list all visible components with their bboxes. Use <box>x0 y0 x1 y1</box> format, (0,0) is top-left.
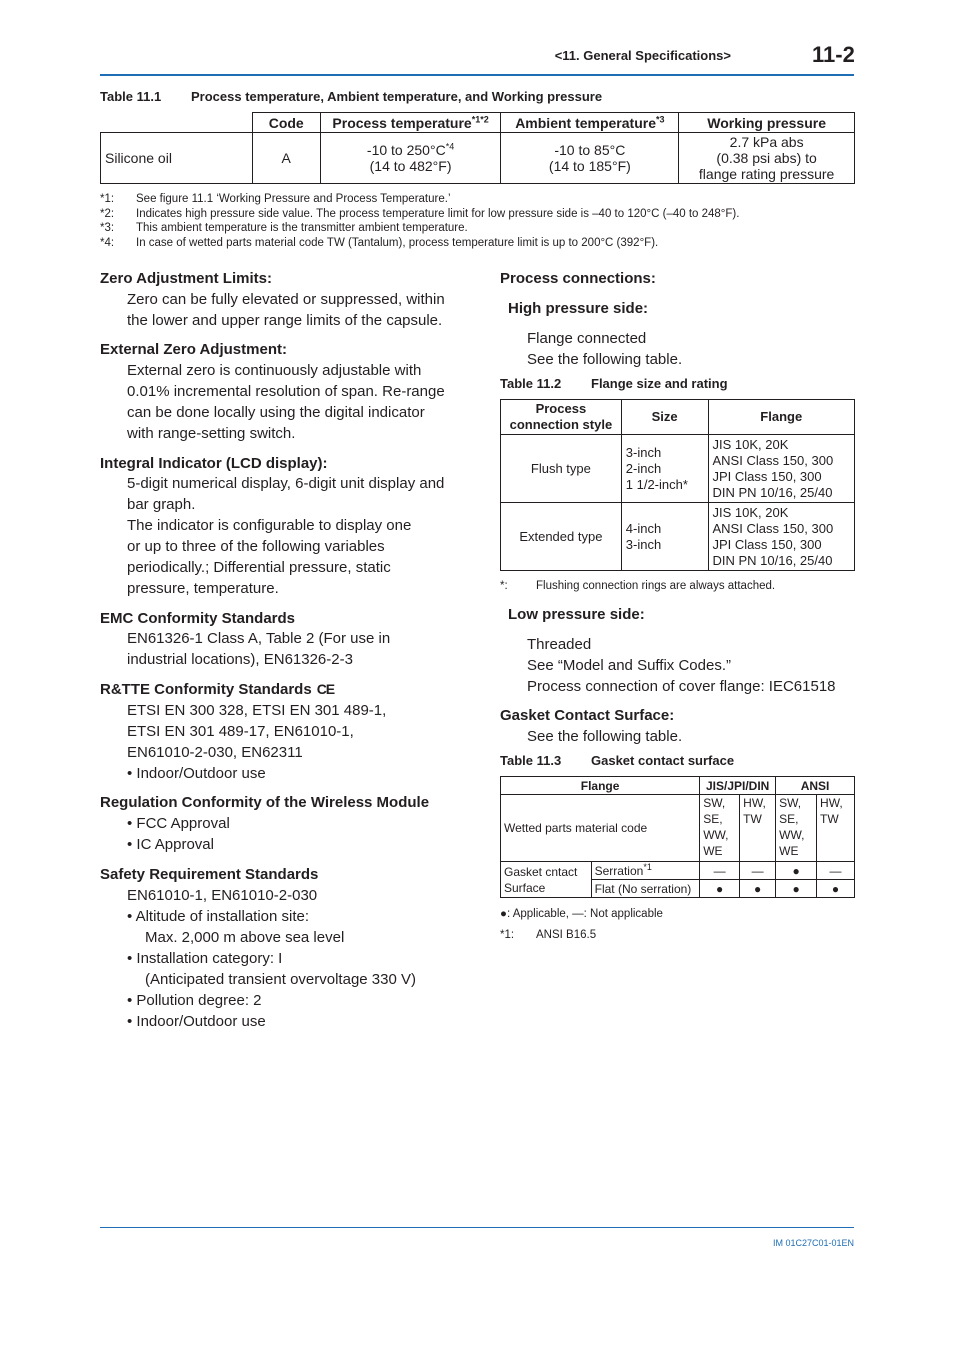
table-11-1-notes <box>100 192 739 250</box>
col-size: Size <box>621 400 708 435</box>
col-jis-jpi-din: JIS/JPI/DIN <box>700 777 776 795</box>
gasket-heading: Gasket Contact Surface: <box>500 707 675 724</box>
extended-flange-cell: JIS 10K, 20K ANSI Class 150, 300 JPI Class 150, 300 DIN PN 10/16, 25/40 <box>708 503 855 571</box>
low-pressure-heading: Low pressure side: <box>508 606 645 623</box>
row-code: A <box>252 133 320 184</box>
rtte-text: ETSI EN 300 328, ETSI EN 301 489-1, ETSI EN 301 489-17, EN61010-1, EN61010-2-030, EN62311 • Indoor/Outdoor use <box>127 702 387 782</box>
serration-val: — <box>817 862 855 880</box>
document-code: IM 01C27C01-01EN <box>772 1238 854 1248</box>
col-ansi: ANSI <box>776 777 855 795</box>
ce-mark-icon: CE <box>316 681 335 697</box>
table-11-1 <box>100 112 855 184</box>
serration-cell: Serration$^{*1}$ <box>591 862 700 880</box>
low-pressure-text: Threaded See “Model and Suffix Codes.” Process connection of cover flange: IEC61518 <box>527 636 836 695</box>
codes-ansi-hw: HW, TW <box>817 795 855 862</box>
row-fill-fluid: Silicone oil <box>101 133 253 184</box>
serration-val: — <box>740 862 776 880</box>
codes-jis-sw: SW, SE, WW, WE <box>700 795 740 862</box>
safety-heading: Safety Requirement Standards <box>100 866 319 883</box>
rtte-heading: R&TTE Conformity Standards CE <box>100 681 335 698</box>
col-code: Code <box>252 113 320 133</box>
flush-size-cell: 3-inch 2-inch 1 1/2-inch* <box>621 435 708 503</box>
row-working-pressure: 2.7 kPa abs (0.38 psi abs) to flange rating pressure <box>679 133 855 184</box>
col-process-temp: Process temperature$^{*1*2}$ <box>320 113 501 133</box>
codes-ansi-sw: SW, SE, WW, WE <box>776 795 817 862</box>
table-title: Process temperature, Ambient temperature, and Working pressure <box>191 89 603 104</box>
emc-heading: EMC Conformity Standards <box>100 610 296 627</box>
codes-jis-hw: HW, TW <box>740 795 776 862</box>
extended-type-cell: Extended type <box>501 503 622 571</box>
emc-text: EN61326-1 Class A, Table 2 (For use in industrial locations), EN61326-2-3 <box>127 630 391 668</box>
external-zero-heading: External Zero Adjustment: <box>100 341 287 358</box>
table-11-2-note: *: Flushing connection rings are always attached. <box>500 580 776 592</box>
row-process-temp: -10 to $250^\circ C^{*4}$ (14 to 482°F) <box>320 133 501 184</box>
regulation-heading: Regulation Conformity of the Wireless Module <box>100 794 430 811</box>
external-zero-text: External zero is continuously adjustable with 0.01% incremental resolution of span. Re-range can be done locally using the digital indicator with range-setting switch. <box>127 362 445 442</box>
table-11-2 <box>500 399 855 571</box>
serration-val: — <box>700 862 740 880</box>
extended-size-cell: 4-inch 3-inch <box>621 503 708 571</box>
table-11-1-caption <box>100 89 602 104</box>
note-3: *3: This ambient temperature is the transmitter ambient temperature. <box>100 222 468 234</box>
table-11-2-caption: Table 11.2 Flange size and rating <box>500 376 728 391</box>
chapter-title: <11. General Specifications> <box>554 48 731 63</box>
note-2: *2: Indicates high pressure side value. The process temperature limit for low pressure side is –40 to 120°C (–40 to 248°F). <box>100 207 740 220</box>
zero-adjustment-text: Zero can be fully elevated or suppressed, within the lower and upper range limits of the capsule. <box>127 291 445 329</box>
lcd-text: 5-digit numerical display, 6-digit unit display and bar graph. The indicator is configurable to display one or up to three of the following variables periodically.; Differential pressure, static pressure, temperature. <box>127 475 445 597</box>
gasket-surface-cell: Gasket cntact Surface <box>501 862 592 898</box>
flush-flange-cell: JIS 10K, 20K ANSI Class 150, 300 JPI Class 150, 300 DIN PN 10/16, 25/40 <box>708 435 855 503</box>
footer-rule <box>100 1227 854 1228</box>
table-11-3-note: *1: ANSI B16.5 <box>500 929 597 941</box>
flat-cell: Flat (No serration) <box>591 880 700 898</box>
table-11-3-caption: Table 11.3 Gasket contact surface <box>500 753 735 768</box>
page-number: 11-2 <box>812 42 855 67</box>
safety-text: EN61010-1, EN61010-2-030 • Altitude of installation site: Max. 2,000 m above sea level • Installation category: I (Anticipated transient overvoltage 330 V) • Pollution degree: 2 • Indoor/Outdoor use <box>127 887 416 1030</box>
col-flange: Flange <box>501 777 700 795</box>
gasket-text: See the following table. <box>527 728 683 745</box>
wetted-parts-cell: Wetted parts material code <box>501 795 700 862</box>
table-11-3 <box>500 776 855 898</box>
note-1: *1: See figure 11.1 ‘Working Pressure and Process Temperature.’ <box>100 193 451 205</box>
regulation-text: • FCC Approval • IC Approval <box>127 815 230 853</box>
col-flange: Flange <box>708 400 855 435</box>
high-pressure-text: Flange connected See the following table. <box>527 330 683 368</box>
serration-val: ● <box>776 862 817 880</box>
high-pressure-heading: High pressure side: <box>508 300 649 317</box>
row-ambient-temp: -10 to 85°C (14 to 185°F) <box>501 133 679 184</box>
process-connections-heading: Process connections: <box>500 270 656 287</box>
col-working-pressure: Working pressure <box>679 113 855 133</box>
zero-adjustment-heading: Zero Adjustment Limits: <box>100 270 272 287</box>
flat-val: ● <box>776 880 817 898</box>
table-11-3-legend: ●: Applicable, —: Not applicable <box>500 908 663 920</box>
flat-val: ● <box>817 880 855 898</box>
table-number: Table 11.1 <box>100 89 162 104</box>
note-4: *4: In case of wetted parts material code TW (Tantalum), process temperature limit is up to 200°C (392°F). <box>100 236 659 249</box>
flat-val: ● <box>700 880 740 898</box>
flush-type-cell: Flush type <box>501 435 622 503</box>
header-rule <box>100 74 854 76</box>
col-ambient-temp: Ambient temperature$^{*3}$ <box>501 113 679 133</box>
lcd-heading: Integral Indicator (LCD display): <box>100 455 328 472</box>
flat-val: ● <box>740 880 776 898</box>
col-connection-style: Process connection style <box>501 400 622 435</box>
